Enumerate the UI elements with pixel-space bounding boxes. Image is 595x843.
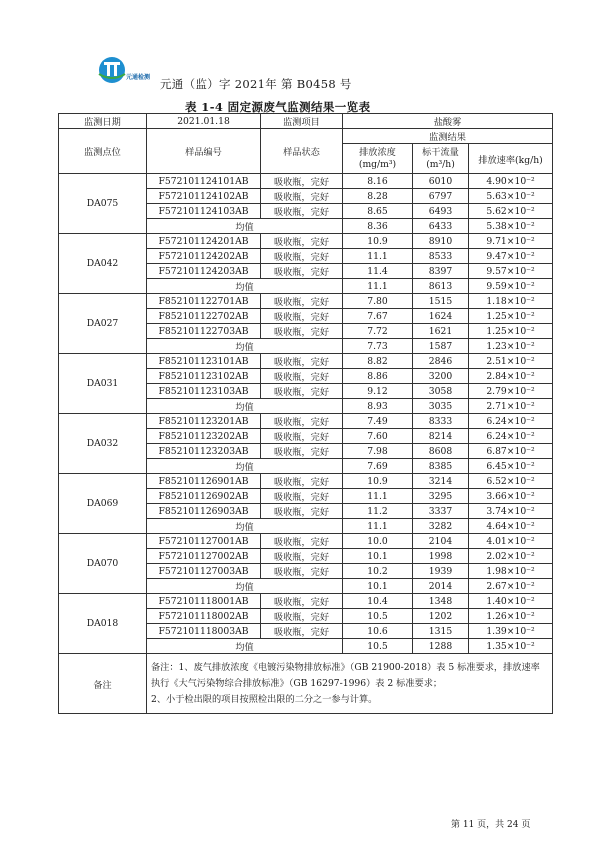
average-flow-rate: 3282 xyxy=(413,519,469,534)
dry-flow-rate: 3295 xyxy=(413,489,469,504)
sample-state: 吸收瓶，完好 xyxy=(261,354,343,369)
average-flow-rate: 2014 xyxy=(413,579,469,594)
sample-state: 吸收瓶，完好 xyxy=(261,624,343,639)
emission-rate: 9.57×10⁻² xyxy=(469,264,553,279)
sample-number: F572101124202AB xyxy=(147,249,261,264)
dry-flow-rate: 1621 xyxy=(413,324,469,339)
remarks-content xyxy=(147,654,553,714)
emission-rate: 4.01×10⁻² xyxy=(469,534,553,549)
average-emission-rate: 9.59×10⁻² xyxy=(469,279,553,294)
conc-label: 排放浓度 xyxy=(359,146,396,158)
table-row xyxy=(59,174,553,189)
average-flow-rate: 1587 xyxy=(413,339,469,354)
average-label: 均值 xyxy=(147,399,343,414)
sample-number: F852101126901AB xyxy=(147,474,261,489)
emission-rate: 1.98×10⁻² xyxy=(469,564,553,579)
average-emission-rate: 6.45×10⁻² xyxy=(469,459,553,474)
item-label: 监测项目 xyxy=(261,114,343,129)
sample-number: F852101122702AB xyxy=(147,309,261,324)
monitoring-point: DA069 xyxy=(59,474,147,534)
average-emission-rate: 2.67×10⁻² xyxy=(469,579,553,594)
sample-number: F852101122703AB xyxy=(147,324,261,339)
result-label: 监测结果 xyxy=(343,129,553,144)
dry-flow-rate: 8608 xyxy=(413,444,469,459)
table-row xyxy=(59,594,553,609)
average-flow-rate: 8613 xyxy=(413,279,469,294)
header-row-1 xyxy=(59,114,553,129)
dry-flow-rate: 3058 xyxy=(413,384,469,399)
sample-number: F572101127002AB xyxy=(147,549,261,564)
emission-concentration: 8.86 xyxy=(343,369,413,384)
sample-state: 吸收瓶，完好 xyxy=(261,294,343,309)
average-flow-rate: 8385 xyxy=(413,459,469,474)
average-emission-rate: 1.23×10⁻² xyxy=(469,339,553,354)
sample-number: F572101118001AB xyxy=(147,594,261,609)
table-row xyxy=(59,234,553,249)
emission-rate: 1.25×10⁻² xyxy=(469,324,553,339)
emission-concentration: 8.65 xyxy=(343,204,413,219)
emission-concentration: 7.60 xyxy=(343,429,413,444)
emission-concentration: 10.1 xyxy=(343,549,413,564)
average-label: 均值 xyxy=(147,579,343,594)
sample-no-label: 样品编号 xyxy=(147,129,261,174)
emission-concentration: 10.9 xyxy=(343,474,413,489)
remark-line-1: 备注：1、废气排放浓度《电镀污染物排放标准》（GB 21900-2018）表 5 标准要求，排放速率执行《大气污染物综合排放标准》（GB 16297-1996）表 2 标准要求； xyxy=(151,661,540,689)
dry-flow-rate: 6010 xyxy=(413,174,469,189)
emission-concentration: 11.1 xyxy=(343,249,413,264)
sample-number: F572101124101AB xyxy=(147,174,261,189)
sample-state: 吸收瓶，完好 xyxy=(261,444,343,459)
table-row xyxy=(59,294,553,309)
sample-state: 吸收瓶，完好 xyxy=(261,609,343,624)
sample-state: 吸收瓶，完好 xyxy=(261,174,343,189)
sample-number: F852101123201AB xyxy=(147,414,261,429)
emission-rate: 1.40×10⁻² xyxy=(469,594,553,609)
monitoring-point: DA031 xyxy=(59,354,147,414)
sample-number: F572101127001AB xyxy=(147,534,261,549)
average-label: 均值 xyxy=(147,459,343,474)
dry-flow-rate: 8214 xyxy=(413,429,469,444)
sample-number: F852101126902AB xyxy=(147,489,261,504)
emission-concentration: 7.80 xyxy=(343,294,413,309)
sample-state: 吸收瓶，完好 xyxy=(261,534,343,549)
emission-rate: 4.90×10⁻² xyxy=(469,174,553,189)
monitoring-point: DA075 xyxy=(59,174,147,234)
average-concentration: 10.1 xyxy=(343,579,413,594)
sample-state: 吸收瓶，完好 xyxy=(261,234,343,249)
sample-number: F852101123203AB xyxy=(147,444,261,459)
average-emission-rate: 5.38×10⁻² xyxy=(469,219,553,234)
remarks-label: 备注 xyxy=(59,654,147,714)
table-row xyxy=(59,354,553,369)
average-label: 均值 xyxy=(147,639,343,654)
emission-concentration: 10.9 xyxy=(343,234,413,249)
emission-concentration: 7.67 xyxy=(343,309,413,324)
results-table xyxy=(58,113,553,714)
conc-header xyxy=(343,144,413,174)
emission-rate: 6.24×10⁻² xyxy=(469,414,553,429)
monitoring-point: DA018 xyxy=(59,594,147,654)
sample-state: 吸收瓶，完好 xyxy=(261,564,343,579)
average-concentration: 7.69 xyxy=(343,459,413,474)
average-flow-rate: 3035 xyxy=(413,399,469,414)
sample-state: 吸收瓶，完好 xyxy=(261,384,343,399)
dry-flow-rate: 8333 xyxy=(413,414,469,429)
emission-rate: 1.39×10⁻² xyxy=(469,624,553,639)
average-concentration: 10.5 xyxy=(343,639,413,654)
logo-text: 元通检测 xyxy=(126,74,151,81)
emission-rate: 5.63×10⁻² xyxy=(469,189,553,204)
emission-concentration: 11.4 xyxy=(343,264,413,279)
sample-number: F852101122701AB xyxy=(147,294,261,309)
average-label: 均值 xyxy=(147,279,343,294)
monitoring-point: DA070 xyxy=(59,534,147,594)
dry-flow-rate: 2104 xyxy=(413,534,469,549)
sample-state-label: 样品状态 xyxy=(261,129,343,174)
emission-rate: 9.47×10⁻² xyxy=(469,249,553,264)
sample-number: F572101118002AB xyxy=(147,609,261,624)
dry-flow-rate: 1315 xyxy=(413,624,469,639)
dry-flow-rate: 8397 xyxy=(413,264,469,279)
table-row xyxy=(59,474,553,489)
sample-state: 吸收瓶，完好 xyxy=(261,324,343,339)
emission-rate: 2.84×10⁻² xyxy=(469,369,553,384)
dry-flow-rate: 1998 xyxy=(413,549,469,564)
dry-flow-rate: 1202 xyxy=(413,609,469,624)
sample-state: 吸收瓶，完好 xyxy=(261,429,343,444)
dry-flow-rate: 1939 xyxy=(413,564,469,579)
average-concentration: 8.93 xyxy=(343,399,413,414)
average-label: 均值 xyxy=(147,339,343,354)
sample-number: F852101123101AB xyxy=(147,354,261,369)
emission-concentration: 8.82 xyxy=(343,354,413,369)
emission-concentration: 8.16 xyxy=(343,174,413,189)
emission-rate: 2.79×10⁻² xyxy=(469,384,553,399)
flow-header xyxy=(413,144,469,174)
emission-rate: 5.62×10⁻² xyxy=(469,204,553,219)
dry-flow-rate: 6493 xyxy=(413,204,469,219)
dry-flow-rate: 1624 xyxy=(413,309,469,324)
emission-rate: 1.25×10⁻² xyxy=(469,309,553,324)
sample-state: 吸收瓶，完好 xyxy=(261,504,343,519)
dry-flow-rate: 1348 xyxy=(413,594,469,609)
table-title: 表 1-4 固定源废气监测结果一览表 xyxy=(185,100,371,114)
emission-concentration: 7.49 xyxy=(343,414,413,429)
header-row-2 xyxy=(59,129,553,144)
table-row xyxy=(59,534,553,549)
rate-label: 排放速率(kg/h) xyxy=(469,144,553,174)
emission-rate: 1.26×10⁻² xyxy=(469,609,553,624)
dry-flow-rate: 3200 xyxy=(413,369,469,384)
emission-concentration: 9.12 xyxy=(343,384,413,399)
average-flow-rate: 6433 xyxy=(413,219,469,234)
conc-unit: (mg/m³) xyxy=(358,158,397,170)
point-label: 监测点位 xyxy=(59,129,147,174)
pollutant-name: 盐酸雾 xyxy=(343,114,553,129)
emission-rate: 6.52×10⁻² xyxy=(469,474,553,489)
average-concentration: 11.1 xyxy=(343,279,413,294)
dry-flow-rate: 8910 xyxy=(413,234,469,249)
emission-rate: 9.71×10⁻² xyxy=(469,234,553,249)
page-number: 第 11 页，共 24 页 xyxy=(451,820,531,830)
sample-number: F852101123102AB xyxy=(147,369,261,384)
emission-concentration: 8.28 xyxy=(343,189,413,204)
document-number: 元通（监）字 2021年 第 B0458 号 xyxy=(160,77,352,91)
sample-state: 吸收瓶，完好 xyxy=(261,369,343,384)
average-flow-rate: 1288 xyxy=(413,639,469,654)
sample-state: 吸收瓶，完好 xyxy=(261,309,343,324)
emission-rate: 3.66×10⁻² xyxy=(469,489,553,504)
emission-concentration: 10.5 xyxy=(343,609,413,624)
emission-concentration: 10.2 xyxy=(343,564,413,579)
sample-number: F572101124203AB xyxy=(147,264,261,279)
sample-state: 吸收瓶，完好 xyxy=(261,264,343,279)
remarks-row xyxy=(59,654,553,714)
emission-concentration: 11.1 xyxy=(343,489,413,504)
flow-label: 标干流量 xyxy=(422,146,459,158)
emission-concentration: 7.72 xyxy=(343,324,413,339)
average-label: 均值 xyxy=(147,519,343,534)
date-value: 2021.01.18 xyxy=(147,114,261,129)
sample-state: 吸收瓶，完好 xyxy=(261,414,343,429)
average-label: 均值 xyxy=(147,219,343,234)
emission-rate: 3.74×10⁻² xyxy=(469,504,553,519)
sample-state: 吸收瓶，完好 xyxy=(261,474,343,489)
monitoring-point: DA042 xyxy=(59,234,147,294)
sample-number: F572101124201AB xyxy=(147,234,261,249)
sample-state: 吸收瓶，完好 xyxy=(261,594,343,609)
emission-concentration: 10.0 xyxy=(343,534,413,549)
emission-rate: 2.02×10⁻² xyxy=(469,549,553,564)
sample-state: 吸收瓶，完好 xyxy=(261,489,343,504)
table-row xyxy=(59,414,553,429)
dry-flow-rate: 2846 xyxy=(413,354,469,369)
average-emission-rate: 1.35×10⁻² xyxy=(469,639,553,654)
sample-number: F852101126903AB xyxy=(147,504,261,519)
remark-line-2: 2、小于检出限的项目按照检出限的二分之一参与计算。 xyxy=(151,693,378,705)
dry-flow-rate: 6797 xyxy=(413,189,469,204)
sample-number: F572101124102AB xyxy=(147,189,261,204)
average-emission-rate: 2.71×10⁻² xyxy=(469,399,553,414)
sample-state: 吸收瓶，完好 xyxy=(261,249,343,264)
average-concentration: 11.1 xyxy=(343,519,413,534)
emission-concentration: 7.98 xyxy=(343,444,413,459)
emission-concentration: 10.4 xyxy=(343,594,413,609)
dry-flow-rate: 3214 xyxy=(413,474,469,489)
average-emission-rate: 4.64×10⁻² xyxy=(469,519,553,534)
sample-state: 吸收瓶，完好 xyxy=(261,549,343,564)
flow-unit: (m³/h) xyxy=(426,158,455,170)
average-concentration: 8.36 xyxy=(343,219,413,234)
dry-flow-rate: 3337 xyxy=(413,504,469,519)
emission-concentration: 10.6 xyxy=(343,624,413,639)
emission-rate: 6.24×10⁻² xyxy=(469,429,553,444)
dry-flow-rate: 8533 xyxy=(413,249,469,264)
monitoring-point: DA027 xyxy=(59,294,147,354)
emission-rate: 2.51×10⁻² xyxy=(469,354,553,369)
emission-rate: 1.18×10⁻² xyxy=(469,294,553,309)
dry-flow-rate: 1515 xyxy=(413,294,469,309)
monitoring-point: DA032 xyxy=(59,414,147,474)
sample-state: 吸收瓶，完好 xyxy=(261,204,343,219)
sample-state: 吸收瓶，完好 xyxy=(261,189,343,204)
average-concentration: 7.73 xyxy=(343,339,413,354)
emission-concentration: 11.2 xyxy=(343,504,413,519)
sample-number: F852101123103AB xyxy=(147,384,261,399)
sample-number: F572101124103AB xyxy=(147,204,261,219)
sample-number: F572101127003AB xyxy=(147,564,261,579)
emission-rate: 6.87×10⁻² xyxy=(469,444,553,459)
sample-number: F572101118003AB xyxy=(147,624,261,639)
date-label: 监测日期 xyxy=(59,114,147,129)
sample-number: F852101123202AB xyxy=(147,429,261,444)
